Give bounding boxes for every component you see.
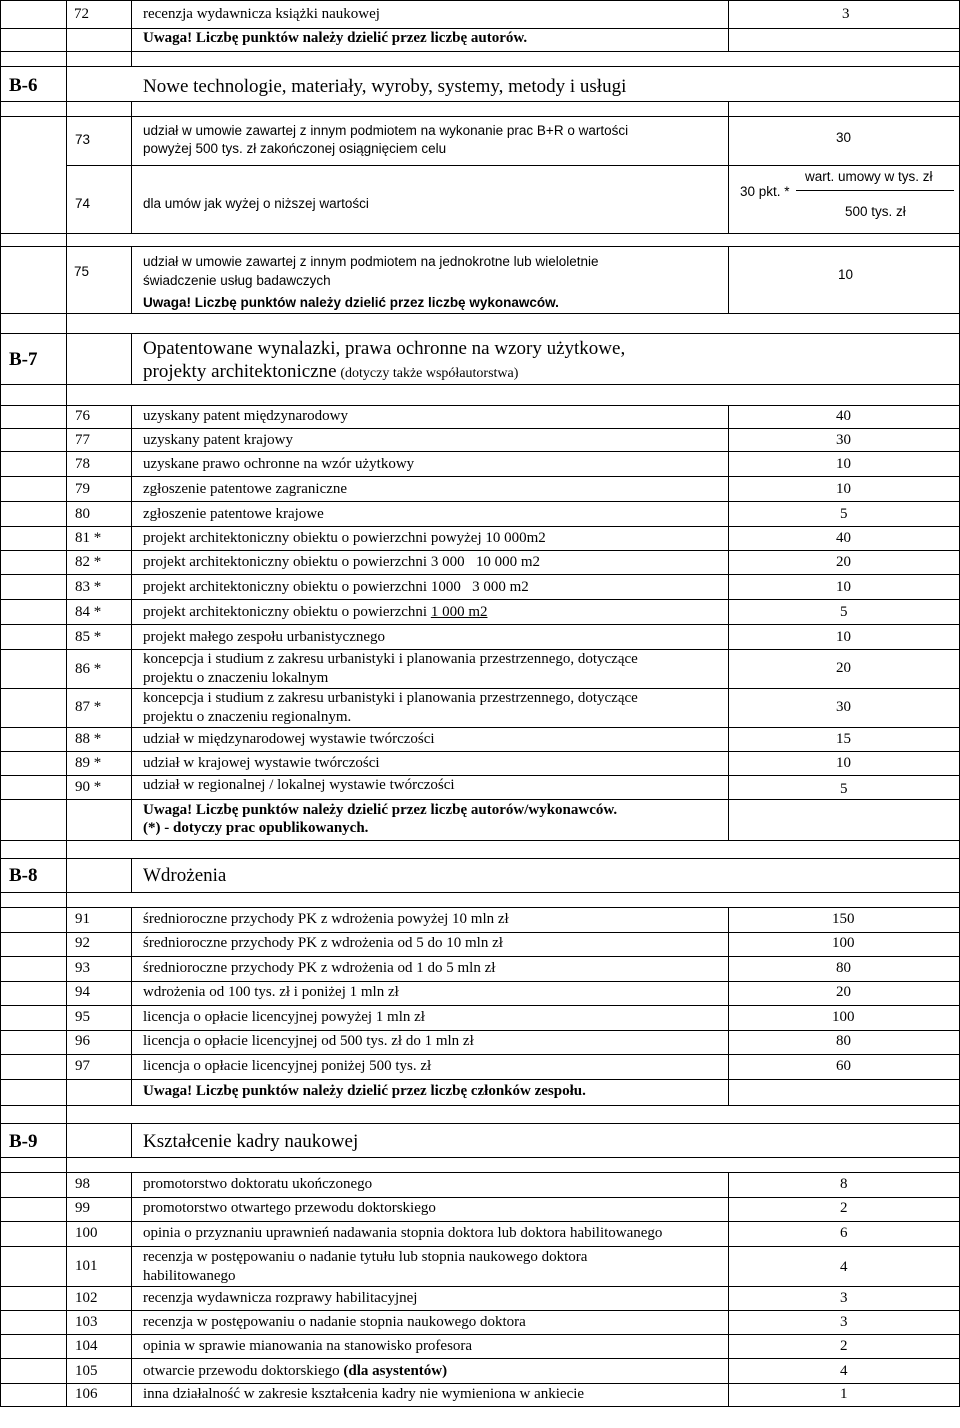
row-points: 150 — [832, 911, 855, 927]
formula-prefix: 30 pkt. * — [740, 184, 790, 199]
row-number: 95 — [75, 1009, 90, 1025]
section-title-b7-line1: Opatentowane wynalazki, prawa ochronne na wzory użytkowe, — [143, 338, 626, 359]
row-points: 3 — [840, 1290, 848, 1306]
row-number: 101 — [75, 1258, 98, 1274]
row-description: średnioroczne przychody PK z wdrożenia od 1 do 5 mln zł — [143, 960, 496, 976]
row-description: uzyskany patent międzynarodowy — [143, 408, 348, 424]
row-points: 30 — [836, 699, 851, 715]
row-points: 100 — [832, 935, 855, 951]
row-description: średnioroczne przychody PK z wdrożenia powyżej 10 mln zł — [143, 911, 509, 927]
row-points: 10 — [836, 579, 851, 595]
section-title-b8: Wdrożenia — [143, 865, 227, 886]
row-number: 105 — [75, 1363, 98, 1379]
row-number: 99 — [75, 1200, 90, 1216]
row-description-line2: powyżej 500 tys. zł zakończonej osiągnięciem celu — [143, 141, 447, 156]
row-points: 10 — [836, 481, 851, 497]
row-description: wdrożenia od 100 tys. zł i poniżej 1 mln zł — [143, 984, 399, 1000]
row-number: 78 — [75, 456, 90, 472]
row-number: 86 * — [75, 661, 102, 677]
row-points: 10 — [838, 267, 854, 282]
row-description: udział w międzynarodowej wystawie twórczości — [143, 731, 435, 747]
row-description: projekt architektoniczny obiektu o powierzchni powyżej 10 000m2 — [143, 530, 546, 546]
row-points: 5 — [840, 506, 848, 522]
row-description: uzyskany patent krajowy — [143, 432, 293, 448]
row-points: 4 — [840, 1259, 848, 1275]
formula-denominator: 500 tys. zł — [845, 204, 906, 219]
row-points: 30 — [836, 130, 852, 145]
row-number: 75 — [74, 264, 90, 279]
row-description-line2: projektu o znaczeniu regionalnym. — [143, 709, 352, 725]
formula-numerator: wart. umowy w tys. zł — [805, 169, 933, 184]
row-description-line2: projektu o znaczeniu lokalnym — [143, 670, 329, 686]
row-description-line1: udział w umowie zawartej z innym podmiotem na jednokrotne lub wieloletnie — [143, 254, 599, 269]
row-number: 84 * — [75, 604, 102, 620]
row-points: 10 — [836, 755, 851, 771]
row-description-line1: udział w umowie zawartej z innym podmiotem na wykonanie prac B+R o wartości — [143, 123, 629, 138]
note-divide-contractors: Uwaga! Liczbę punktów należy dzielić przez liczbę wykonawców. — [143, 295, 559, 310]
row-points: 20 — [836, 554, 851, 570]
section-title-b6: Nowe technologie, materiały, wyroby, systemy, metody i usługi — [143, 76, 627, 97]
row-points: 1 — [840, 1386, 848, 1402]
row-points: 15 — [836, 731, 851, 747]
row-points: 6 — [840, 1225, 848, 1241]
row-number: 104 — [75, 1338, 98, 1354]
row-description: zgłoszenie patentowe zagraniczne — [143, 481, 348, 497]
row-points: 2 — [840, 1200, 848, 1216]
row-description: licencja o opłacie licencyjnej poniżej 500 tys. zł — [143, 1058, 432, 1074]
row-description: projekt małego zespołu urbanistycznego — [143, 629, 386, 645]
row-description: recenzja w postępowaniu o nadanie stopnia naukowego doktora — [143, 1314, 526, 1330]
row-description-line1: koncepcja i studium z zakresu urbanistyki i planowania przestrzennego, dotyczące — [143, 651, 638, 667]
row-number: 100 — [75, 1225, 98, 1241]
row-points: 2 — [840, 1338, 848, 1354]
row-points: 60 — [836, 1058, 851, 1074]
row-points: 40 — [836, 530, 851, 546]
row-description: projekt architektoniczny obiektu o powierzchni 3 000 10 000 m2 — [143, 554, 540, 570]
section-code-b8: B-8 — [9, 865, 38, 886]
row-description: licencja o opłacie licencyjnej od 500 tys. zł do 1 mln zł — [143, 1033, 474, 1049]
row-points: 40 — [836, 408, 851, 424]
row-description: dla umów jak wyżej o niższej wartości — [143, 196, 369, 211]
section-title-b7-line2: projekty architektoniczne (dotyczy także współautorstwa) — [143, 361, 519, 382]
row-points: 80 — [836, 960, 851, 976]
row-number: 81 * — [75, 530, 102, 546]
row-points: 8 — [840, 1176, 848, 1192]
row-number: 72 — [74, 6, 89, 22]
row-number: 74 — [75, 196, 91, 211]
section-title-b9: Kształcenie kadry naukowej — [143, 1131, 359, 1152]
note-divide-authors-contractors: Uwaga! Liczbę punktów należy dzielić przez liczbę autorów/wykonawców. — [143, 802, 618, 818]
note-divide-team: Uwaga! Liczbę punktów należy dzielić przez liczbę członków zespołu. — [143, 1083, 586, 1099]
row-description: projekt architektoniczny obiektu o powierzchni 1 000 m2 — [143, 604, 488, 620]
row-description: inna działalność w zakresie kształcenia kadry nie wymieniona w ankiecie — [143, 1386, 585, 1402]
row-number: 91 — [75, 911, 90, 927]
row-points: 5 — [840, 781, 848, 797]
row-points: 5 — [840, 604, 848, 620]
row-number: 87 * — [75, 699, 102, 715]
row-number: 94 — [75, 984, 90, 1000]
row-number: 85 * — [75, 629, 102, 645]
row-description: udział w regionalnej / lokalnej wystawie twórczości — [143, 777, 455, 793]
row-points: 4 — [840, 1363, 848, 1379]
row-points: 3 — [840, 1314, 848, 1330]
row-number: 73 — [75, 132, 91, 147]
row-description: promotorstwo otwartego przewodu doktorskiego — [143, 1200, 436, 1216]
row-description-line2: habilitowanego — [143, 1268, 236, 1284]
row-points: 80 — [836, 1033, 851, 1049]
row-description: projekt architektoniczny obiektu o powierzchni 1000 3 000 m2 — [143, 579, 529, 595]
section-code-b6: B-6 — [9, 75, 38, 96]
row-description-line1: koncepcja i studium z zakresu urbanistyki i planowania przestrzennego, dotyczące — [143, 690, 638, 706]
row-description: średnioroczne przychody PK z wdrożenia od 5 do 10 mln zł — [143, 935, 503, 951]
row-description: opinia w sprawie mianowania na stanowisko profesora — [143, 1338, 473, 1354]
row-number: 89 * — [75, 755, 102, 771]
row-number: 98 — [75, 1176, 90, 1192]
row-description: recenzja wydawnicza rozprawy habilitacyjnej — [143, 1290, 418, 1306]
row-points: 100 — [832, 1009, 855, 1025]
row-number: 97 — [75, 1058, 90, 1074]
row-description: opinia o przyznaniu uprawnień nadawania stopnia doktora lub doktora habilitowanego — [143, 1225, 663, 1241]
row-number: 90 * — [75, 779, 102, 795]
row-points: 20 — [836, 660, 851, 676]
row-description: licencja o opłacie licencyjnej powyżej 1 mln zł — [143, 1009, 425, 1025]
section-code-b9: B-9 — [9, 1131, 38, 1152]
row-description: uzyskane prawo ochronne na wzór użytkowy — [143, 456, 415, 472]
row-number: 106 — [75, 1386, 98, 1402]
row-number: 76 — [75, 408, 90, 424]
note-divide-authors: Uwaga! Liczbę punktów należy dzielić przez liczbę autorów. — [143, 30, 528, 46]
note-published-only: (*) - dotyczy prac opublikowanych. — [143, 820, 369, 836]
row-description: zgłoszenie patentowe krajowe — [143, 506, 324, 522]
row-number: 93 — [75, 960, 90, 976]
row-number: 103 — [75, 1314, 98, 1330]
row-number: 92 — [75, 935, 90, 951]
row-number: 88 * — [75, 731, 102, 747]
row-number: 102 — [75, 1290, 98, 1306]
row-points: 30 — [836, 432, 851, 448]
row-description: udział w krajowej wystawie twórczości — [143, 755, 380, 771]
row-description-line2: świadczenie usług badawczych — [143, 273, 331, 288]
row-number: 79 — [75, 481, 90, 497]
row-number: 77 — [75, 432, 90, 448]
row-description: otwarcie przewodu doktorskiego (dla asystentów) — [143, 1363, 448, 1379]
row-points: 10 — [836, 456, 851, 472]
row-number: 82 * — [75, 554, 102, 570]
row-description-line1: recenzja w postępowaniu o nadanie tytułu lub stopnia naukowego doktora — [143, 1249, 588, 1265]
row-number: 96 — [75, 1033, 90, 1049]
row-points: 20 — [836, 984, 851, 1000]
row-number: 83 * — [75, 579, 102, 595]
row-description: recenzja wydawnicza książki naukowej — [143, 6, 380, 22]
row-points: 10 — [836, 629, 851, 645]
section-code-b7: B-7 — [9, 349, 38, 370]
row-number: 80 — [75, 506, 90, 522]
row-description: promotorstwo doktoratu ukończonego — [143, 1176, 373, 1192]
row-points: 3 — [842, 6, 850, 22]
